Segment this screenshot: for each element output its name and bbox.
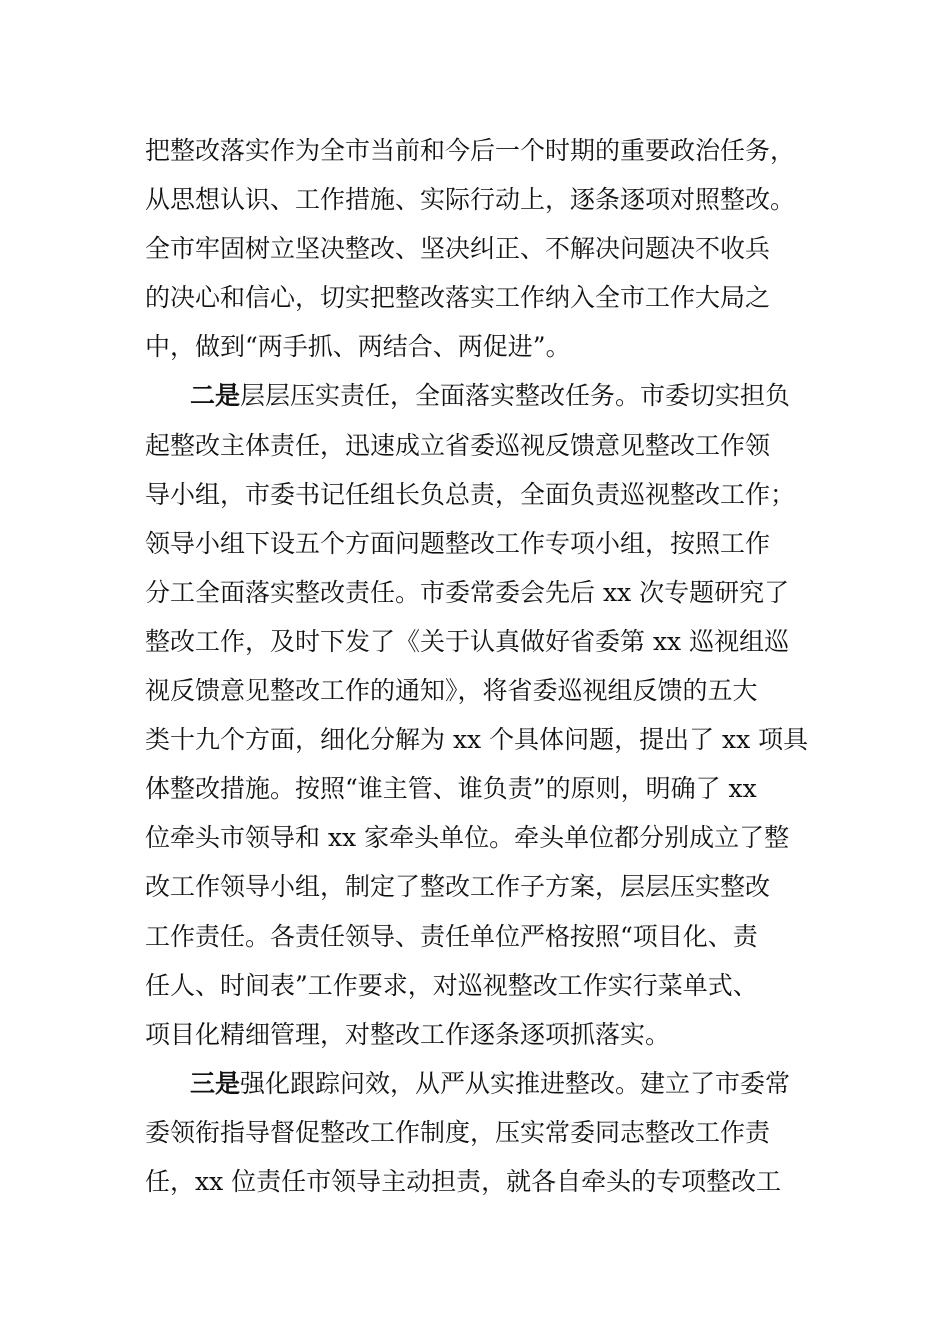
text-line: 整改工作，及时下发了《关于认真做好省委第 xx 巡视组巡 bbox=[145, 626, 790, 656]
text-line: 位牵头市领导和 xx 家牵头单位。牵头单位都分别成立了整 bbox=[145, 823, 790, 853]
text-line: 从思想认识、工作措施、实际行动上，逐条逐项对照整改。 bbox=[145, 185, 796, 215]
text-line: 领导小组下设五个方面问题整改工作专项小组，按照工作 bbox=[145, 528, 771, 558]
text-line: 任，xx 位责任市领导主动担责，就各自牵头的专项整改工 bbox=[145, 1166, 782, 1196]
text-line: 导小组，市委书记任组长负总责，全面负责巡视整改工作； bbox=[145, 479, 796, 509]
text-line: 体整改措施。按照“谁主管、谁负责”的原则，明确了 xx bbox=[145, 774, 757, 804]
text-line: 改工作领导小组，制定了整改工作子方案，层层压实整改 bbox=[145, 872, 771, 902]
paragraph bbox=[145, 371, 807, 1058]
text-line bbox=[145, 1059, 807, 1108]
text-line: 类十九个方面，细化分解为 xx 个具体问题，提出了 xx 项具 bbox=[145, 725, 809, 755]
text-line: 分工全面落实整改责任。市委常委会先后 xx 次专题研究了 bbox=[145, 577, 790, 607]
text-line-rest: 层层压实责任，全面落实整改任务。市委切实担负 bbox=[240, 381, 791, 411]
text-line: 项目化精细管理，对整改工作逐条逐项抓落实。 bbox=[145, 1019, 671, 1049]
text-line-rest: 强化跟踪问效，从严从实推进整改。建立了市委常 bbox=[240, 1068, 791, 1098]
text-line: 视反馈意见整改工作的通知》，将省委巡视组反馈的五大 bbox=[145, 676, 758, 706]
text-line: 起整改主体责任，迅速成立省委巡视反馈意见整改工作领 bbox=[145, 430, 771, 460]
paragraph-lead: 三是 bbox=[190, 1068, 241, 1098]
text-line bbox=[145, 371, 807, 420]
text-line: 全市牢固树立坚决整改、坚决纠正、不解决问题决不收兵 bbox=[145, 234, 771, 264]
body-text bbox=[145, 126, 807, 1206]
paragraph bbox=[145, 126, 807, 371]
text-line: 中，做到“两手抓、两结合、两促进”。 bbox=[145, 332, 571, 362]
text-line: 任人、时间表”工作要求，对巡视整改工作实行菜单式、 bbox=[145, 970, 758, 1000]
text-line: 工作责任。各责任领导、责任单位严格按照“项目化、责 bbox=[145, 921, 758, 951]
text-line: 的决心和信心，切实把整改落实工作纳入全市工作大局之 bbox=[145, 283, 771, 313]
text-line: 委领衔指导督促整改工作制度，压实常委同志整改工作责 bbox=[145, 1117, 771, 1147]
paragraph-lead: 二是 bbox=[190, 381, 241, 411]
text-line: 把整改落实作为全市当前和今后一个时期的重要政治任务， bbox=[145, 136, 796, 165]
paragraph bbox=[145, 1059, 807, 1206]
